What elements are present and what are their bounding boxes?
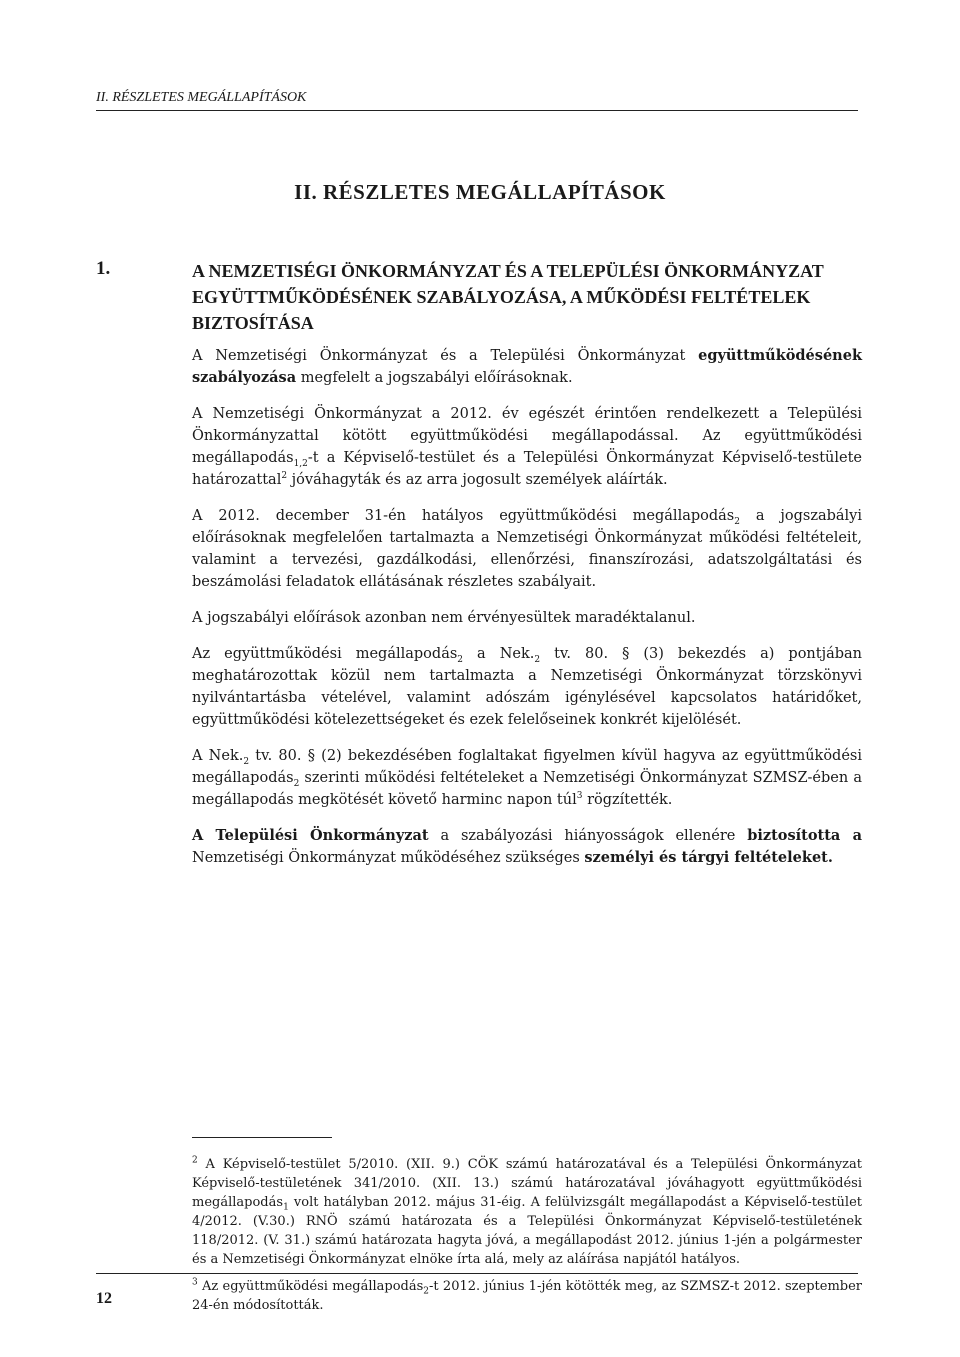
paragraph-5: Az együttműködési megállapodás$_2$ a $Nek._2$ tv. 80. § (3) bekezdés a) pontjában meghatározottak közül nem tartalmazta a Nemzetiségi Önkormányzat törzskönyvi nyilvántartásba vételével, valamint adószám igénylésével kapcsolatos határidőket, együttműködési kötelezettségeket és ezek felelőseinek konkrét kijelölését. [192,646,863,728]
footer-divider [96,1273,858,1274]
paragraph-4: A jogszabályi előírások azonban nem érvényesültek maradéktalanul. [192,610,696,626]
page-title: II. RÉSZLETES MEGÁLLAPÍTÁSOK [294,180,666,204]
paragraph-1: A Nemzetiségi Önkormányzat és a Települési Önkormányzat együttműködésének szabályozása megfelelt a jogszabályi előírásoknak. [192,347,862,386]
paragraph-3: A 2012. december 31-én hatályos együttműködési megállapodás$_2$ a jogszabályi előírásoknak megfelelően tartalmazta a Nemzetiségi Önkormányzat működési feltételeit, valamint a tervezési, gazdálkodási, ellenőrzési, finanszírozási, adatszolgáltatási és beszámolási feladatok ellátásának részletes szabályait. [192,508,862,590]
footnote-divider [192,1137,332,1138]
body-text [192,345,862,883]
page-number: 12 [96,1290,112,1307]
footnote-ref: 3 [576,791,583,802]
running-header: II. RÉSZLETES MEGÁLLAPÍTÁSOK [96,90,858,111]
footnotes [192,1155,862,1323]
paragraph-6: A $Nek._2$ tv. 80. § (2) bekezdésében foglaltakat figyelmen kívül hagyva az együttműködési megállapodás$_2$ szerinti működési feltételeket a Nemzetiségi Önkormányzat SZMSZ-ében a megállapodás megkötését követő harminc napon túl$^3$ rögzítették. [192,748,862,808]
section-number: 1. [96,258,111,279]
section-heading: A NEMZETISÉGI ÖNKORMÁNYZAT ÉS A TELEPÜLÉSI ÖNKORMÁNYZAT EGYÜTTMŰKÖDÉSÉNEK SZABÁLYOZÁSA, A MŰKÖDÉSI FELTÉTELEK BIZTOSÍTÁSA [192,261,824,333]
paragraph-7: A Települési Önkormányzat a szabályozási hiányosságok ellenére biztosította a Nemzetiségi Önkormányzat működéséhez szükséges személyi és tárgyi feltételeket. [192,827,862,866]
paragraph-2: A Nemzetiségi Önkormányzat a 2012. év egészét érintően rendelkezett a Települési Önkormányzattal kötött együttműködési megállapodással. Az együttműködési megállapodás$_{1,2}$-t a Képviselő-testület és a Települési Önkormányzat Képviselő-testülete határozattal$^2$ jóváhagyták és az arra jogosult személyek aláírták. [192,406,862,488]
footnote-ref: 2 [281,471,288,482]
footnote-3: $^3$ Az együttműködési megállapodás$_2$-t 2012. június 1-jén kötötték meg, az SZMSZ-t 2012. szeptember 24-én módosították. [192,1277,862,1313]
footnote-2: $^2$ A Képviselő-testület 5/2010. (XII. 9.) CÖK számú határozatával és a Települési Önkormányzat Képviselő-testületének 341/2010. (XII. 13.) számú határozatával jóváhagyott együttműködési megállapodás$_1$ volt hatályban 2012. május 31-éig. A felülvizsgált megállapodást a Képviselő-testület 4/2012. (V.30.) RNÖ számú határozata és a Települési Önkormányzat Képviselő-testületének 118/2012. (V. 31.) számú határozata hagyta jóvá, a megállapodást 2012. június 1-jén a polgármester és a Nemzetiségi Önkormányzat elnöke írta alá, mely az aláírása napjától hatályos. [192,1155,862,1267]
